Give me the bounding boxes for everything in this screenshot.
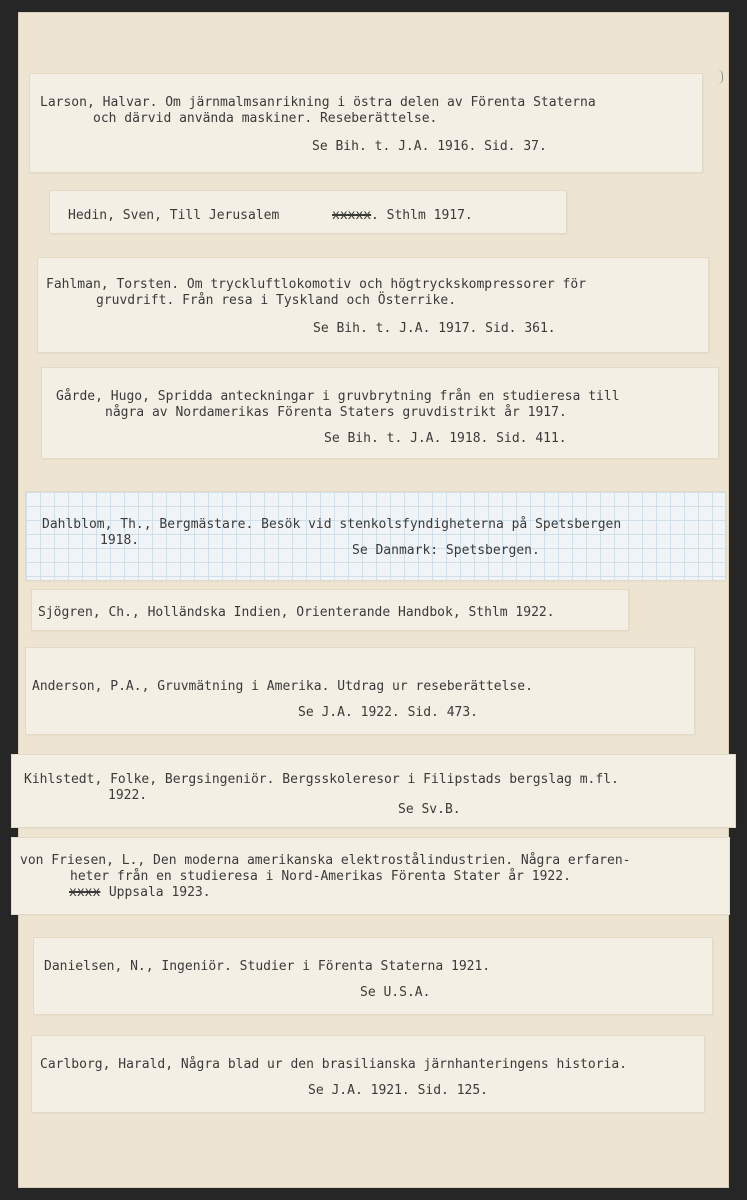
card-line: Anderson, P.A., Gruvmätning i Amerika. Utdrag ur reseberättelse.: [32, 679, 533, 694]
catalog-card-carlborg: [32, 1036, 704, 1112]
card-line: heter från en studieresa i Nord-Amerikas Förenta Stater år 1922.: [70, 869, 571, 884]
card-line: 1918.: [100, 533, 140, 548]
card-line: gruvdrift. Från resa i Tyskland och Österrike.: [96, 293, 457, 308]
archive-sheet: [18, 12, 729, 1188]
card-line: von Friesen, L., Den moderna amerikanska elektrostålindustrien. Några erfaren-: [20, 853, 631, 868]
card-line: . Sthlm 1917.: [371, 208, 473, 223]
catalog-card-kihlstedt: [12, 755, 735, 827]
struck-out-text: xxxx: [69, 885, 101, 900]
card-line: Carlborg, Harald, Några blad ur den brasilianska järnhanteringens historia.: [40, 1057, 627, 1072]
card-line: några av Nordamerikas Förenta Staters gruvdistrikt år 1917.: [105, 405, 567, 420]
catalog-card-dahlblom: [26, 492, 725, 580]
catalog-card-fahlman: [38, 258, 708, 352]
card-reference: Se Bih. t. J.A. 1917. Sid. 361.: [313, 321, 556, 336]
card-line: Hedin, Sven, Till Jerusalem: [68, 208, 280, 223]
card-reference: Se J.A. 1922. Sid. 473.: [298, 705, 479, 720]
card-reference: Se Bih. t. J.A. 1916. Sid. 37.: [312, 139, 547, 154]
card-reference: Se Danmark: Spetsbergen.: [352, 543, 540, 558]
card-line: Larson, Halvar. Om järnmalmsanrikning i östra delen av Förenta Staterna: [40, 95, 596, 110]
card-line: Fahlman, Torsten. Om tryckluftlokomotiv och högtryckskompressorer för: [46, 277, 587, 292]
card-line: och därvid använda maskiner. Reseberättelse.: [93, 111, 438, 126]
card-line: 1922.: [108, 788, 148, 803]
card-reference: Se Bih. t. J.A. 1918. Sid. 411.: [324, 431, 567, 446]
card-reference: Se J.A. 1921. Sid. 125.: [308, 1083, 489, 1098]
catalog-card-danielsen: [34, 938, 712, 1014]
card-line: Danielsen, N., Ingeniör. Studier i Förenta Staterna 1921.: [44, 959, 491, 974]
catalog-card-hedin: [50, 191, 566, 233]
card-reference: Se Sv.B.: [398, 802, 461, 817]
paper-edge-mark: [718, 70, 723, 84]
catalog-card-garde: [42, 368, 718, 458]
catalog-card-larson: [30, 74, 702, 172]
catalog-card-sjogren: [32, 590, 628, 630]
card-line: Gårde, Hugo, Spridda anteckningar i gruvbrytning från en studieresa till: [56, 389, 620, 404]
card-reference: Se U.S.A.: [360, 985, 431, 1000]
catalog-card-anderson: [26, 648, 694, 734]
card-line: Uppsala 1923.: [101, 885, 211, 900]
card-line: Dahlblom, Th., Bergmästare. Besök vid stenkolsfyndigheterna på Spetsbergen: [42, 517, 622, 532]
struck-out-text: xxxxx: [332, 208, 372, 223]
card-line: Sjögren, Ch., Holländska Indien, Orienterande Handbok, Sthlm 1922.: [38, 605, 555, 620]
card-line: Kihlstedt, Folke, Bergsingeniör. Bergsskoleresor i Filipstads bergslag m.fl.: [24, 772, 619, 787]
catalog-card-von-friesen: [12, 838, 729, 914]
